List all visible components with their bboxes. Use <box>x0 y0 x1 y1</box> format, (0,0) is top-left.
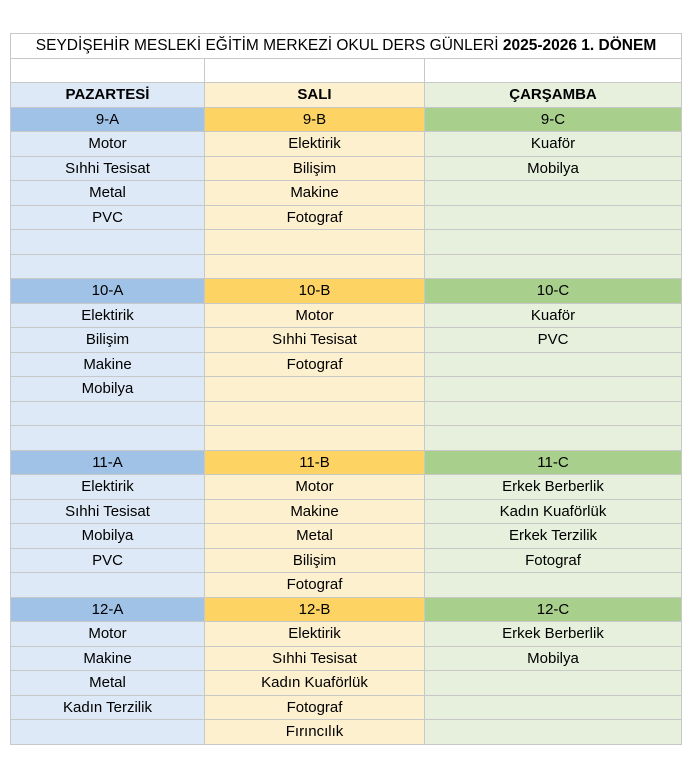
course-cell-wednesday: Erkek Terzilik <box>425 524 682 549</box>
course-cell-tuesday: Bilişim <box>205 156 425 181</box>
course-cell-monday: Sıhhi Tesisat <box>11 499 205 524</box>
course-cell-tuesday: Motor <box>205 475 425 500</box>
course-row <box>11 156 682 181</box>
schedule-table <box>10 33 682 745</box>
class-name-tuesday: 12-B <box>205 597 425 622</box>
course-cell-tuesday <box>205 401 425 426</box>
course-cell-tuesday: Motor <box>205 303 425 328</box>
day-header-wednesday: ÇARŞAMBA <box>425 83 682 108</box>
class-name-monday: 12-A <box>11 597 205 622</box>
course-cell-monday <box>11 720 205 745</box>
course-cell-monday <box>11 254 205 279</box>
course-cell-wednesday: Mobilya <box>425 646 682 671</box>
course-row <box>11 499 682 524</box>
course-cell-tuesday: Elektirik <box>205 132 425 157</box>
course-cell-wednesday <box>425 352 682 377</box>
course-cell-wednesday <box>425 573 682 598</box>
course-cell-wednesday: Kuaför <box>425 132 682 157</box>
course-cell-wednesday <box>425 254 682 279</box>
course-cell-tuesday: Fotograf <box>205 205 425 230</box>
class-name-wednesday: 10-C <box>425 279 682 304</box>
course-row <box>11 181 682 206</box>
course-row <box>11 254 682 279</box>
course-cell-wednesday: PVC <box>425 328 682 353</box>
spacer-cell <box>205 58 425 83</box>
class-name-wednesday: 11-C <box>425 450 682 475</box>
class-name-monday: 10-A <box>11 279 205 304</box>
course-cell-tuesday: Sıhhi Tesisat <box>205 328 425 353</box>
course-row <box>11 230 682 255</box>
class-header-row <box>11 597 682 622</box>
course-cell-wednesday <box>425 377 682 402</box>
course-cell-tuesday: Fotograf <box>205 352 425 377</box>
course-row <box>11 426 682 451</box>
course-cell-monday <box>11 573 205 598</box>
course-cell-wednesday <box>425 230 682 255</box>
course-cell-wednesday <box>425 720 682 745</box>
course-cell-wednesday: Mobilya <box>425 156 682 181</box>
course-cell-tuesday: Sıhhi Tesisat <box>205 646 425 671</box>
course-row <box>11 205 682 230</box>
course-cell-tuesday: Kadın Kuaförlük <box>205 671 425 696</box>
class-name-wednesday: 12-C <box>425 597 682 622</box>
sheet-title <box>11 34 682 59</box>
day-header-monday: PAZARTESİ <box>11 83 205 108</box>
course-cell-monday <box>11 230 205 255</box>
course-cell-monday <box>11 426 205 451</box>
course-cell-monday: Sıhhi Tesisat <box>11 156 205 181</box>
course-cell-monday: Makine <box>11 646 205 671</box>
course-row <box>11 622 682 647</box>
title-row <box>11 34 682 59</box>
course-cell-tuesday <box>205 377 425 402</box>
course-row <box>11 328 682 353</box>
spacer-cell <box>11 58 205 83</box>
course-cell-tuesday: Elektirik <box>205 622 425 647</box>
class-header-row <box>11 279 682 304</box>
course-row <box>11 573 682 598</box>
schedule-body <box>11 34 682 745</box>
course-cell-wednesday: Erkek Berberlik <box>425 475 682 500</box>
course-cell-wednesday <box>425 401 682 426</box>
course-cell-tuesday: Makine <box>205 499 425 524</box>
course-cell-monday: Motor <box>11 132 205 157</box>
course-cell-wednesday <box>425 695 682 720</box>
course-cell-monday <box>11 401 205 426</box>
title-term: 2025-2026 1. DÖNEM <box>502 37 657 55</box>
course-cell-monday: Metal <box>11 671 205 696</box>
course-row <box>11 671 682 696</box>
course-cell-tuesday: Makine <box>205 181 425 206</box>
class-header-row <box>11 107 682 132</box>
course-cell-monday: PVC <box>11 205 205 230</box>
course-row <box>11 303 682 328</box>
course-cell-wednesday <box>425 205 682 230</box>
course-cell-monday: Mobilya <box>11 377 205 402</box>
course-cell-wednesday: Kadın Kuaförlük <box>425 499 682 524</box>
course-row <box>11 548 682 573</box>
course-row <box>11 401 682 426</box>
spacer-cell <box>425 58 682 83</box>
class-name-tuesday: 10-B <box>205 279 425 304</box>
spacer-row <box>11 58 682 83</box>
course-cell-tuesday: Fotograf <box>205 573 425 598</box>
day-header-tuesday: SALI <box>205 83 425 108</box>
course-cell-monday: Elektirik <box>11 303 205 328</box>
course-row <box>11 352 682 377</box>
course-cell-tuesday: Metal <box>205 524 425 549</box>
course-cell-monday: Bilişim <box>11 328 205 353</box>
course-row <box>11 524 682 549</box>
course-cell-monday: PVC <box>11 548 205 573</box>
class-name-monday: 11-A <box>11 450 205 475</box>
class-name-wednesday: 9-C <box>425 107 682 132</box>
course-cell-tuesday <box>205 254 425 279</box>
course-cell-wednesday <box>425 426 682 451</box>
course-cell-wednesday: Fotograf <box>425 548 682 573</box>
title-text: SEYDİŞEHİR MESLEKİ EĞİTİM MERKEZİ OKUL DERS GÜNLERİ <box>35 37 503 55</box>
schedule-sheet <box>10 33 681 745</box>
course-row <box>11 132 682 157</box>
course-cell-monday: Motor <box>11 622 205 647</box>
day-header-row <box>11 83 682 108</box>
course-cell-monday: Elektirik <box>11 475 205 500</box>
course-cell-monday: Metal <box>11 181 205 206</box>
class-name-monday: 9-A <box>11 107 205 132</box>
course-row <box>11 475 682 500</box>
course-cell-tuesday: Fotograf <box>205 695 425 720</box>
course-cell-tuesday: Bilişim <box>205 548 425 573</box>
course-cell-monday: Kadın Terzilik <box>11 695 205 720</box>
course-row <box>11 377 682 402</box>
course-row <box>11 695 682 720</box>
course-cell-tuesday: Fırıncılık <box>205 720 425 745</box>
class-name-tuesday: 11-B <box>205 450 425 475</box>
course-cell-wednesday: Erkek Berberlik <box>425 622 682 647</box>
course-cell-tuesday <box>205 426 425 451</box>
course-cell-tuesday <box>205 230 425 255</box>
course-cell-wednesday <box>425 181 682 206</box>
course-cell-wednesday <box>425 671 682 696</box>
course-row <box>11 720 682 745</box>
course-cell-wednesday: Kuaför <box>425 303 682 328</box>
course-row <box>11 646 682 671</box>
course-cell-monday: Makine <box>11 352 205 377</box>
course-cell-monday: Mobilya <box>11 524 205 549</box>
class-name-tuesday: 9-B <box>205 107 425 132</box>
class-header-row <box>11 450 682 475</box>
